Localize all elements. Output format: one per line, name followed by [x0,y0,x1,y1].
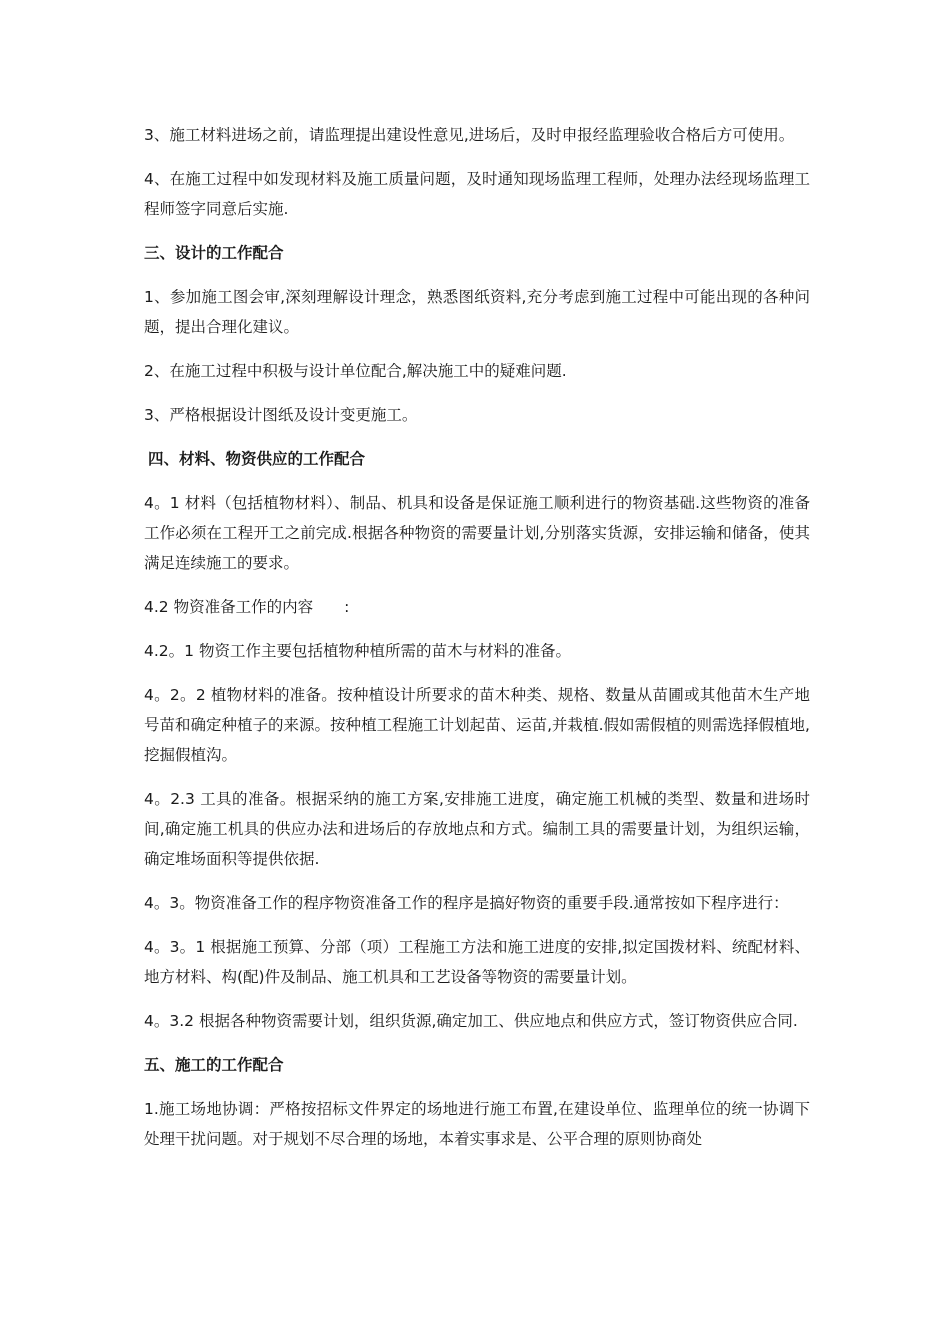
document-page [144,120,810,1154]
paragraph-demand-plan: 4。3。1 根据施工预算、分部（项）工程施工方法和施工进度的安排,拟定国拨材料、统配材料、地方材料、构(配)件及制品、施工机具和工艺设备等物资的需要量计划。 [144,938,810,986]
paragraph-materials-basis: 4。1 材料（包括植物材料）、制品、机具和设备是保证施工顺利进行的物资基础.这些物资的准备工作必须在工程开工之前完成.根据各种物资的需要量计划,分别落实货源，安排运输和储备，使其满足连续施工的要求。 [144,494,810,572]
paragraph-materials-entry: 3、施工材料进场之前，请监理提出建设性意见,进场后，及时申报经监理验收合格后方可使用。 [144,126,795,144]
paragraph-supply-contract: 4。3.2 根据各种物资需要计划，组织货源,确定加工、供应地点和供应方式，签订物资供应合同. [144,1012,798,1030]
paragraph-site-coordination: 1.施工场地协调：严格按招标文件界定的场地进行施工布置,在建设单位、监理单位的统一协调下处理干扰问题。对于规划不尽合理的场地，本着实事求是、公平合理的原则协商处 [144,1100,810,1148]
paragraph-seedling-preparation: 4.2。1 物资工作主要包括植物种植所需的苗木与材料的准备。 [144,642,571,660]
paragraph-plant-materials: 4。2。2 植物材料的准备。按种植设计所要求的苗木种类、规格、数量从苗圃或其他苗木生产地号苗和确定种植子的来源。按种植工程施工计划起苗、运苗,并栽植.假如需假植的则需选择假植地,挖掘假植沟。 [144,686,810,764]
section-heading-design: 三、设计的工作配合 [144,244,284,262]
paragraph-design-cooperation: 2、在施工过程中积极与设计单位配合,解决施工中的疑难问题. [144,362,567,380]
section-heading-materials: 四、材料、物资供应的工作配合 [148,450,366,468]
paragraph-preparation-content: 4.2 物资准备工作的内容 : [144,598,350,616]
paragraph-quality-issues: 4、在施工过程中如发现材料及施工质量问题，及时通知现场监理工程师，处理办法经现场监理工程师签字同意后实施. [144,170,810,218]
section-heading-construction: 五、施工的工作配合 [144,1056,284,1074]
paragraph-drawing-review: 1、参加施工图会审,深刻理解设计理念，熟悉图纸资料,充分考虑到施工过程中可能出现的各种问题，提出合理化建议。 [144,288,810,336]
paragraph-procedure: 4。3。物资准备工作的程序物资准备工作的程序是搞好物资的重要手段.通常按如下程序进行： [144,894,789,912]
paragraph-tools: 4。2.3 工具的准备。根据采纳的施工方案,安排施工进度，确定施工机械的类型、数量和进场时间,确定施工机具的供应办法和进场后的存放地点和方式。编制工具的需要量计划，为组织运输，确定堆场面积等提供依据. [144,790,810,868]
paragraph-design-changes: 3、严格根据设计图纸及设计变更施工。 [144,406,418,424]
